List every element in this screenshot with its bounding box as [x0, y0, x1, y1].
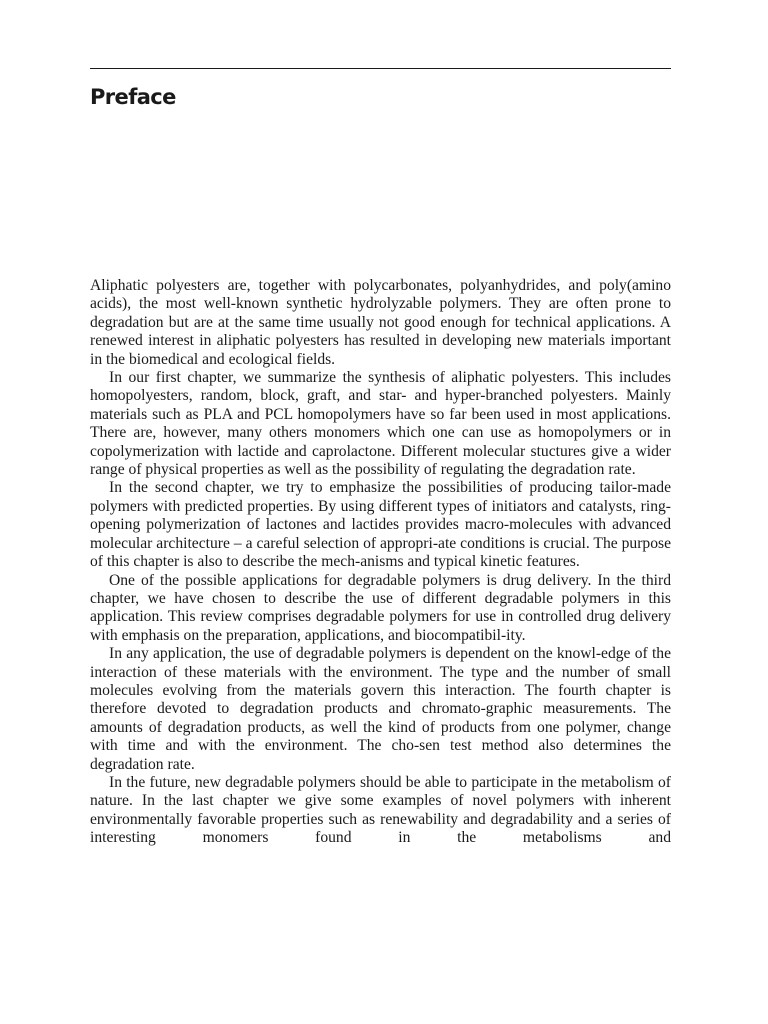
- paragraph: Aliphatic polyesters are, together with polycarbonates, polyanhydrides, and poly(amino acids), the most well-known synthetic hydrolyzable polymers. They are often prone to degradation but are at the same time usually not good enough for technical applications. A renewed interest in aliphatic polyesters has resulted in developing new materials important in the biomedical and ecological fields.: [90, 277, 671, 368]
- header-rule: [90, 68, 671, 69]
- page-title: Preface: [90, 85, 176, 109]
- paragraph: One of the possible applications for degradable polymers is drug delivery. In the third chapter, we have chosen to describe the use of different degradable polymers in this application. This review comprises degradable polymers for use in controlled drug delivery with emphasis on the preparation, applications, and biocompatibil-ity.: [90, 571, 671, 644]
- paragraph: In any application, the use of degradable polymers is dependent on the knowl-edge of the interaction of these materials with the environment. The type and the number of small molecules evolving from the materials govern this interaction. The fourth chapter is therefore devoted to degradation products and chromato-graphic measurements. The amounts of degradation products, as well the kind of products from one polymer, change with time and with the environment. The cho-sen test method also determines the degradation rate.: [90, 645, 671, 773]
- paragraph: In our first chapter, we summarize the synthesis of aliphatic polyesters. This includes homopolyesters, random, block, graft, and star- and hyper-branched polyesters. Mainly materials such as PLA and PCL homopolymers have so far been used in most applications. There are, however, many others monomers which one can use as homopolymers or in copolymerization with lactide and caprolactone. Different molecular stuctures give a wider range of physical properties as well as the possibility of regulating the degradation rate.: [90, 369, 671, 479]
- paragraph: In the future, new degradable polymers should be able to participate in the metabolism of nature. In the last chapter we give some examples of novel polymers with inherent environmentally favorable properties such as renewability and degradability and a series of interesting monomers found in the metabolisms and: [90, 773, 671, 847]
- body-text: [90, 277, 671, 848]
- paragraph: In the second chapter, we try to emphasize the possibilities of producing tailor-made polymers with predicted properties. By using different types of initiators and catalysts, ring-opening polymerization of lactones and lactides provides macro-molecules with advanced molecular architecture – a careful selection of appropri-ate conditions is crucial. The purpose of this chapter is also to describe the mech-anisms and typical kinetic features.: [90, 479, 671, 571]
